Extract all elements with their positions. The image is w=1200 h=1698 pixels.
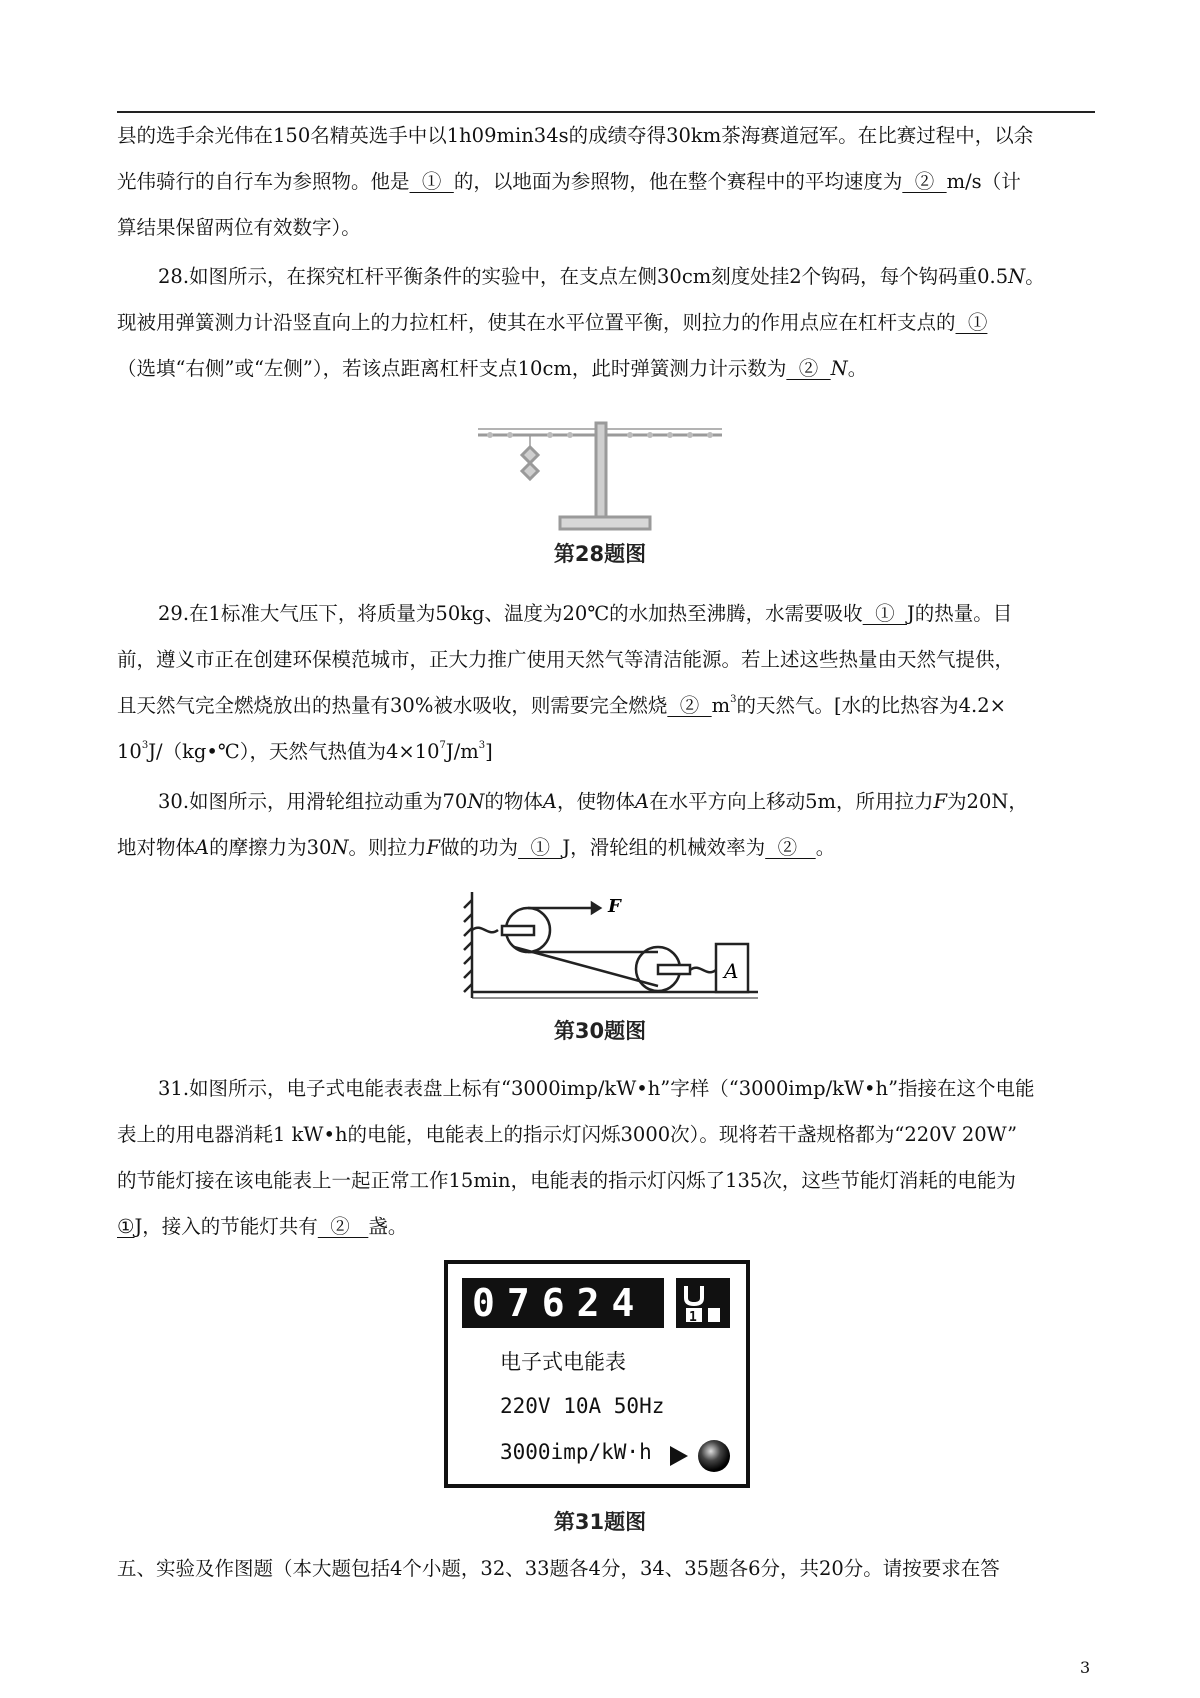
q27-paragraph	[117, 113, 1097, 251]
q31-paragraph-2	[117, 1112, 1097, 1250]
q31-blank-2[interactable]: ②	[317, 1215, 369, 1238]
q27-line3: 算结果保留两位有效数字）。	[117, 216, 361, 239]
section5-text: 五、实验及作图题（本大题包括4个小题，32、33题各4分，34、35题各6分，共20分。请按要求在答	[117, 1557, 1000, 1580]
q27-line1: 县的选手余光伟在150名精英选手中以1h09min34s的成绩夺得30km茶海赛道冠军。在比赛过程中，以余	[117, 124, 1034, 147]
fixed-pulley-hook	[472, 928, 498, 933]
q28-blank-2[interactable]: ②	[786, 357, 831, 380]
meter-imp: 3000imp/kW·h	[500, 1440, 652, 1464]
unit-n: N	[830, 357, 848, 380]
section5-heading	[117, 1546, 1097, 1592]
meter-title: 电子式电能表	[500, 1350, 626, 1374]
q31-blank-1[interactable]: ①	[117, 1215, 135, 1238]
q31-text: 盏。	[368, 1215, 408, 1238]
q29-paragraph-2	[117, 637, 1097, 775]
meter-unit-icon	[676, 1278, 730, 1328]
object-a: A	[195, 836, 210, 859]
pulley-figure	[462, 888, 762, 1008]
q30-blank-1[interactable]: ①	[518, 836, 563, 859]
q28-text: （选填“右侧”或“左侧”），若该点距离杠杆支点10cm，此时弹簧测力计示数为	[117, 357, 787, 380]
q30-text: 的摩擦力为30	[209, 836, 332, 859]
q31-text: 表上的用电器消耗1 kW•h的电能，电能表上的指示灯闪烁3000次）。现将若干盏规格都为“220V 20W”	[117, 1123, 1018, 1146]
unit-n: N	[331, 836, 349, 859]
fig-label-f: F	[608, 896, 621, 917]
fig-label-a: A	[724, 959, 739, 983]
q29-text: 29.在1标准大气压下，将质量为50kg、温度为20℃的水加热至沸腾，水需要吸收	[158, 602, 863, 625]
q30-paragraph-2	[117, 825, 1097, 871]
q29-text: 10	[117, 740, 142, 763]
q30-text: 地对物体	[117, 836, 196, 859]
q27-text: 光伟骑行的自行车为参照物。他是	[117, 170, 410, 193]
object-a: A	[635, 790, 650, 813]
lever-base	[560, 517, 650, 529]
q30-paragraph	[117, 779, 1097, 825]
q29-text: 且天然气完全燃烧放出的热量有30%被水吸收，则需要完全燃烧	[117, 694, 668, 717]
q31-text: J，接入的节能灯共有	[134, 1215, 318, 1238]
q28-text: 现被用弹簧测力计沿竖直向上的力拉杠杆，使其在水平位置平衡，则拉力的作用点应在杠杆支点的	[117, 311, 956, 334]
hook-weight-2	[522, 463, 538, 479]
q27-text: 的，以地面为参照物，他在整个赛程中的平均速度为	[453, 170, 903, 193]
indicator-lamp-icon	[664, 1436, 744, 1476]
q30-text: 。则拉力	[348, 836, 427, 859]
fig31-caption: 第31题图	[553, 1510, 647, 1534]
q30-text: ，使物体	[557, 790, 636, 813]
lever-stand	[596, 423, 606, 523]
q30-text: J，滑轮组的机械效率为	[562, 836, 766, 859]
unit-n: N	[467, 790, 485, 813]
q27-text: m/s（计	[946, 170, 1021, 193]
page-number: 3	[1080, 1658, 1091, 1677]
q29-text: ]	[485, 740, 493, 763]
q29-blank-2[interactable]: ②	[667, 694, 712, 717]
fig28-caption: 第28题图	[553, 542, 647, 566]
q28-text: 。	[847, 357, 868, 380]
q27-blank-2[interactable]: ②	[902, 170, 947, 193]
superscript: 3	[141, 740, 149, 751]
q29-text: J/（kg•℃），天然气热值为4×10	[148, 740, 440, 763]
q29-blank-1[interactable]: ①	[862, 602, 907, 625]
q30-text: 为20N，	[947, 790, 1028, 813]
svg-text:1: 1	[689, 1310, 697, 1325]
q30-blank-2[interactable]: ②	[765, 836, 816, 859]
q30-text: 30.如图所示，用滑轮组拉动重为70	[158, 790, 468, 813]
moving-pulley-hook	[690, 968, 716, 973]
force-f: F	[426, 836, 441, 859]
q29-text: J/m	[445, 740, 479, 763]
hook-weight-1	[522, 447, 538, 463]
lever-figure	[470, 405, 730, 535]
q28-paragraph	[117, 254, 1097, 300]
q31-paragraph	[117, 1066, 1097, 1112]
fig30-caption: 第30题图	[553, 1019, 647, 1043]
superscript: 3	[478, 740, 486, 751]
force-f: F	[933, 790, 948, 813]
q31-text: 31.如图所示，电子式电能表表盘上标有“3000imp/kW•h”字样（“3000imp/kW•h”指接在这个电能	[158, 1077, 1035, 1100]
q29-text: J的热量。目	[906, 602, 1013, 625]
q31-text: 的节能灯接在该电能表上一起正常工作15min，电能表的指示灯闪烁了135次，这些节能灯消耗的电能为	[117, 1169, 1016, 1192]
q30-text: 的物体	[484, 790, 543, 813]
q28-paragraph-2	[117, 300, 1097, 392]
object-a: A	[542, 790, 557, 813]
superscript: 3	[730, 694, 737, 705]
meter-digits: 07624	[462, 1278, 664, 1328]
unit-n: N	[1008, 265, 1026, 288]
q28-text: 28.如图所示，在探究杠杆平衡条件的实验中，在支点左侧30cm刻度处挂2个钩码，每个钩码重0.5	[158, 265, 1009, 288]
q30-text: 在水平方向上移动5m，所用拉力	[649, 790, 934, 813]
q30-text: 做的功为	[440, 836, 519, 859]
force-arrow	[592, 903, 600, 913]
q28-text: 。	[1025, 265, 1045, 288]
q28-blank-1[interactable]: ①	[955, 311, 988, 334]
meter-spec: 220V 10A 50Hz	[500, 1394, 665, 1418]
q27-blank-1[interactable]: ①	[409, 170, 454, 193]
energy-meter-figure	[444, 1260, 750, 1488]
q30-text: 。	[815, 836, 836, 859]
q29-paragraph	[117, 591, 1097, 637]
q29-text: 的天然气。[水的比热容为4.2×	[736, 694, 1006, 717]
q29-text: m	[711, 694, 731, 717]
superscript: 7	[439, 740, 446, 751]
q29-text: 前，遵义市正在创建环保模范城市，正大力推广使用天然气等清洁能源。若上述这些热量由天然气提供，	[117, 648, 1015, 671]
